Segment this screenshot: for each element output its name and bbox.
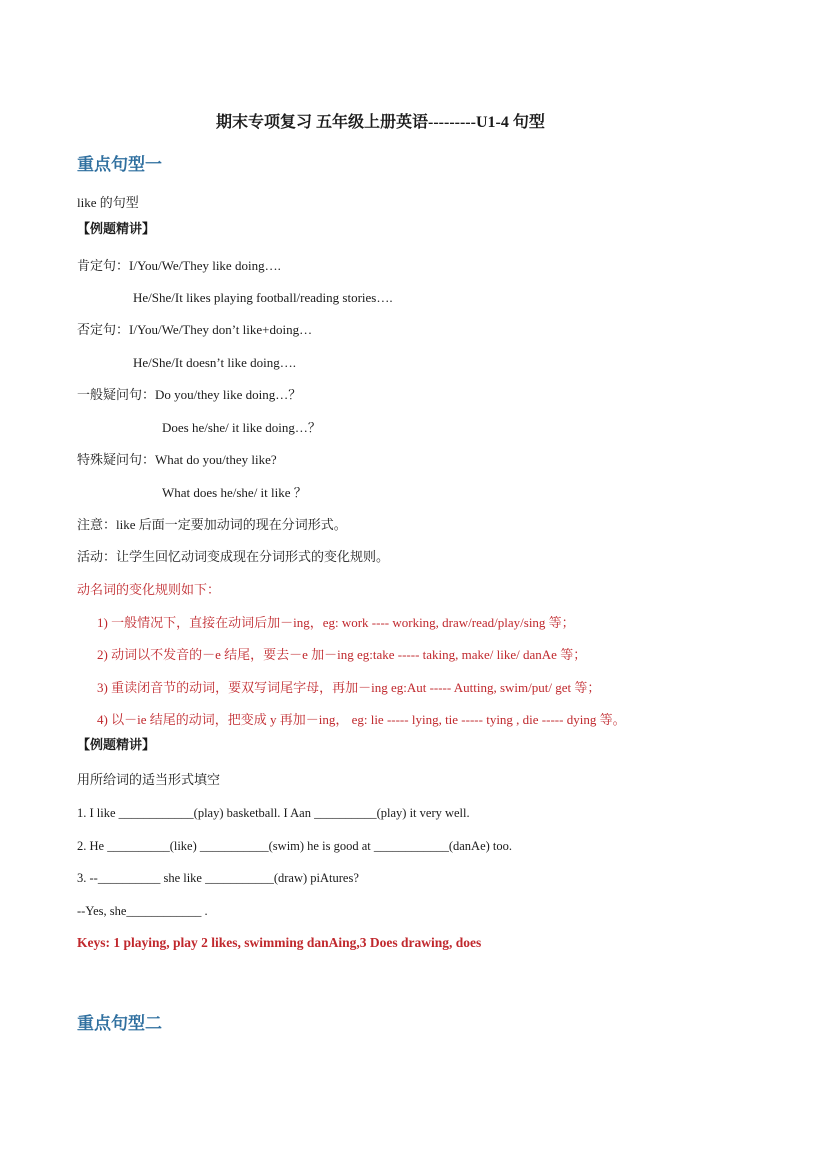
activity-line: 活动：让学生回忆动词变成现在分词形式的变化规则。 <box>77 549 390 564</box>
exercise-item-3: 3. --__________ she like ___________(draw) piAtures? <box>77 871 359 885</box>
example-header: 【例题精讲】 <box>77 221 156 236</box>
example-header-2: 【例题精讲】 <box>77 737 156 752</box>
exercise-item-2: 2. He __________(like) ___________(swim) he is good at ____________(danAe) too. <box>77 839 513 853</box>
section-heading-1: 重点句型一 <box>77 155 162 175</box>
answer-keys: Keys: 1 playing, play 2 likes, swimming danAing,3 Does drawing, does <box>77 935 482 950</box>
special-question-line-1: 特殊疑问句：What do you/they like? <box>77 452 277 467</box>
affirmative-line-2: He/She/It likes playing football/reading stories…. <box>133 290 393 305</box>
section-heading-2: 重点句型二 <box>77 1014 162 1034</box>
topic-line: like 的句型 <box>77 195 139 210</box>
affirmative-line-1: 肯定句：I/You/We/They like doing…. <box>77 258 281 273</box>
rules-header: 动名词的变化规则如下： <box>77 582 221 597</box>
exercise-instruction: 用所给词的适当形式填空 <box>77 772 221 787</box>
general-question-line-2: Does he/she/ it like doing…？ <box>162 420 321 435</box>
exercise-item-3-answer: --Yes, she____________ . <box>77 904 208 918</box>
rule-item-4: 4) 以－ie 结尾的动词，把变成 y 再加－ing， eg: lie ----- lying, tie ----- tying , die ----- dying 等。 <box>97 712 626 727</box>
rule-item-2: 2) 动词以不发音的－e 结尾，要去－e 加－ing eg:take ----- taking, make/ like/ danAe 等； <box>97 647 587 662</box>
rule-item-3: 3) 重读闭音节的动词，要双写词尾字母，再加－ing eg:Aut ----- Autting, swim/put/ get 等； <box>97 680 601 695</box>
negative-line-2: He/She/It doesn’t like doing…. <box>133 355 296 370</box>
note-line: 注意：like 后面一定要加动词的现在分词形式。 <box>77 517 347 532</box>
special-question-line-2: What does he/she/ it like ？ <box>162 485 307 500</box>
rule-item-1: 1) 一般情况下，直接在动词后加－ing，eg: work ---- working, draw/read/play/sing 等； <box>97 615 575 630</box>
exercise-item-1: 1. I like ____________(play) basketball. I Aan __________(play) it very well. <box>77 806 470 820</box>
general-question-line-1: 一般疑问句：Do you/they like doing…？ <box>77 387 302 402</box>
negative-line-1: 否定句：I/You/We/They don’t like+doing… <box>77 322 313 337</box>
page-title: 期末专项复习 五年级上册英语---------U1-4 句型 <box>216 114 545 131</box>
